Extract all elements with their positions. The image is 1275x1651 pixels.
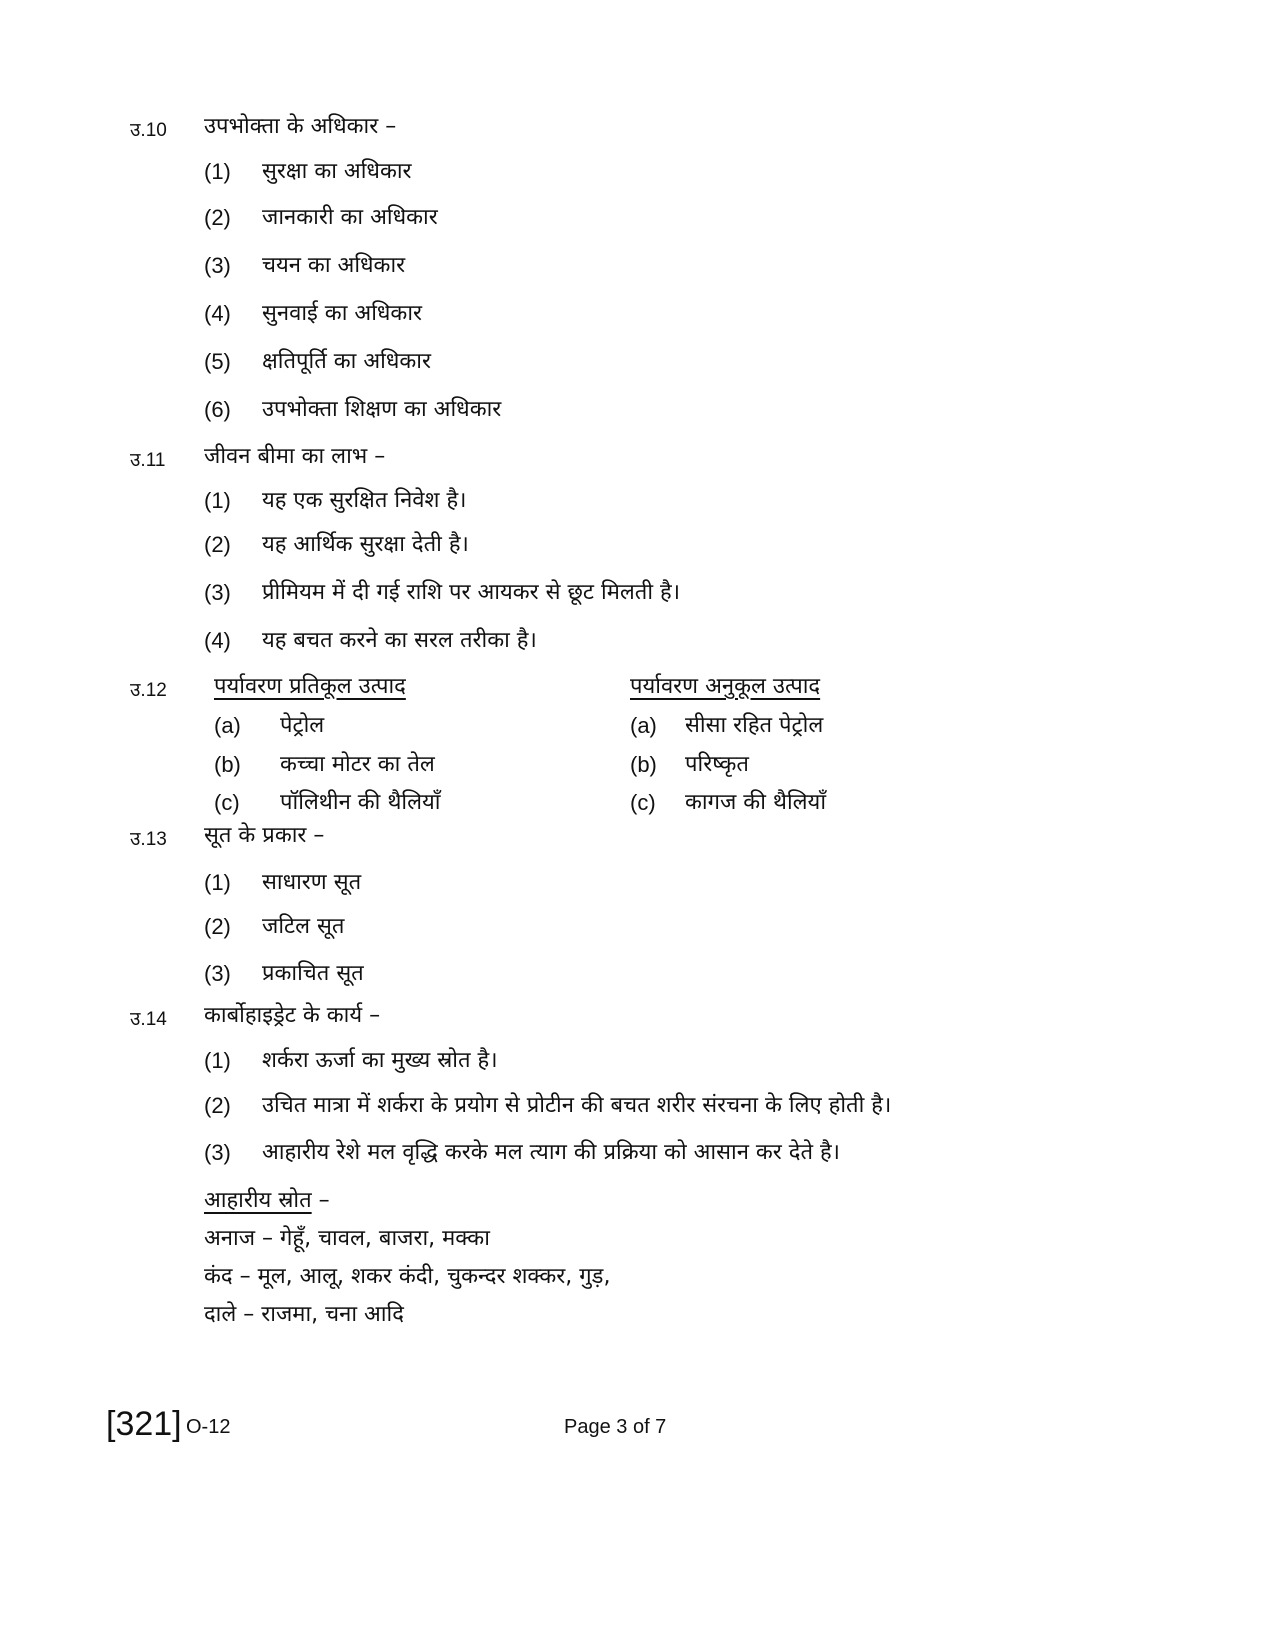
footer-subject-code: [321] [106, 1405, 182, 1443]
q13-item-text: जटिल सूत [262, 914, 345, 939]
q11-item-text: प्रीमियम में दी गई राशि पर आयकर से छूट मिलती है। [262, 580, 681, 605]
q10-item-number: (3) [204, 253, 231, 278]
q10-item-text: जानकारी का अधिकार [262, 205, 438, 230]
q11-title: जीवन बीमा का लाभ – [204, 444, 386, 469]
q10-number: उ.10 [130, 120, 167, 141]
q12-left-item-text: पेट्रोल [280, 713, 325, 738]
q13-item-number: (1) [204, 870, 231, 895]
q14-title: कार्बोहाइड्रेट के कार्य – [204, 1003, 381, 1028]
q10-item-text: सुनवाई का अधिकार [262, 301, 423, 326]
q12-right-item-number: (a) [630, 713, 657, 738]
q12-right-item-text: कागज की थैलियाँ [685, 790, 827, 815]
q12-left-item-number: (c) [214, 790, 240, 815]
source-line: अनाज – गेहूँ, चावल, बाजरा, मक्का [204, 1226, 490, 1251]
q10-item-number: (1) [204, 159, 231, 184]
q13-item-text: साधारण सूत [262, 870, 362, 895]
q13-item-text: प्रकाचित सूत [262, 961, 364, 986]
source-line: दाले – राजमा, चना आदि [204, 1302, 404, 1327]
q10-item-text: सुरक्षा का अधिकार [262, 159, 412, 184]
q10-item-text: चयन का अधिकार [262, 253, 406, 278]
q11-item-number: (1) [204, 488, 231, 513]
sources-heading: आहारीय स्रोत [204, 1188, 312, 1213]
q12-number: उ.12 [130, 680, 167, 701]
q12-right-item-number: (b) [630, 752, 657, 777]
q13-number: उ.13 [130, 829, 167, 850]
q13-item-number: (2) [204, 914, 231, 939]
q10-title: उपभोक्ता के अधिकार – [204, 114, 397, 139]
q10-item-text: उपभोक्ता शिक्षण का अधिकार [262, 397, 502, 422]
q10-item-number: (2) [204, 205, 231, 230]
source-line: कंद – मूल, आलू, शकर कंदी, चुकन्दर शक्कर, गुड़, [204, 1264, 611, 1289]
q14-number: उ.14 [130, 1009, 167, 1030]
q12-right-heading: पर्यावरण अनुकूल उत्पाद [630, 674, 821, 699]
q11-item-text: यह आर्थिक सुरक्षा देती है। [262, 532, 469, 557]
q13-item-number: (3) [204, 961, 231, 986]
q10-item-number: (5) [204, 349, 231, 374]
q12-left-item-number: (b) [214, 752, 241, 777]
q11-item-number: (2) [204, 532, 231, 557]
q13-title: सूत के प्रकार – [204, 823, 325, 848]
q12-right-item-text: परिष्कृत [685, 752, 749, 777]
q11-number: उ.11 [130, 450, 166, 471]
q11-item-text: यह एक सुरक्षित निवेश है। [262, 488, 467, 513]
q11-item-text: यह बचत करने का सरल तरीका है। [262, 628, 537, 653]
sources-heading-dash: – [318, 1188, 330, 1213]
q12-left-item-text: कच्चा मोटर का तेल [280, 752, 435, 777]
q12-right-item-number: (c) [630, 790, 656, 815]
q12-left-item-number: (a) [214, 713, 241, 738]
q10-item-number: (6) [204, 397, 231, 422]
q12-left-item-text: पॉलिथीन की थैलियाँ [280, 790, 441, 815]
q11-item-number: (3) [204, 580, 231, 605]
q14-item-number: (3) [204, 1140, 231, 1165]
q10-item-number: (4) [204, 301, 231, 326]
sources-heading-line [204, 1186, 330, 1216]
footer-paper-code: O-12 [186, 1416, 231, 1438]
q14-item-text: आहारीय रेशे मल वृद्धि करके मल त्याग की प्रक्रिया को आसान कर देते है। [262, 1140, 841, 1165]
q14-item-text: उचित मात्रा में शर्करा के प्रयोग से प्रोटीन की बचत शरीर संरचना के लिए होती है। [262, 1093, 892, 1118]
q14-item-number: (2) [204, 1093, 231, 1118]
footer-page-number: Page 3 of 7 [564, 1416, 667, 1438]
q12-right-item-text: सीसा रहित पेट्रोल [685, 713, 824, 738]
q11-item-number: (4) [204, 628, 231, 653]
q12-left-heading: पर्यावरण प्रतिकूल उत्पाद [214, 674, 406, 699]
q14-item-text: शर्करा ऊर्जा का मुख्य स्रोत है। [262, 1048, 498, 1073]
q14-item-number: (1) [204, 1048, 231, 1073]
q10-item-text: क्षतिपूर्ति का अधिकार [262, 349, 431, 374]
